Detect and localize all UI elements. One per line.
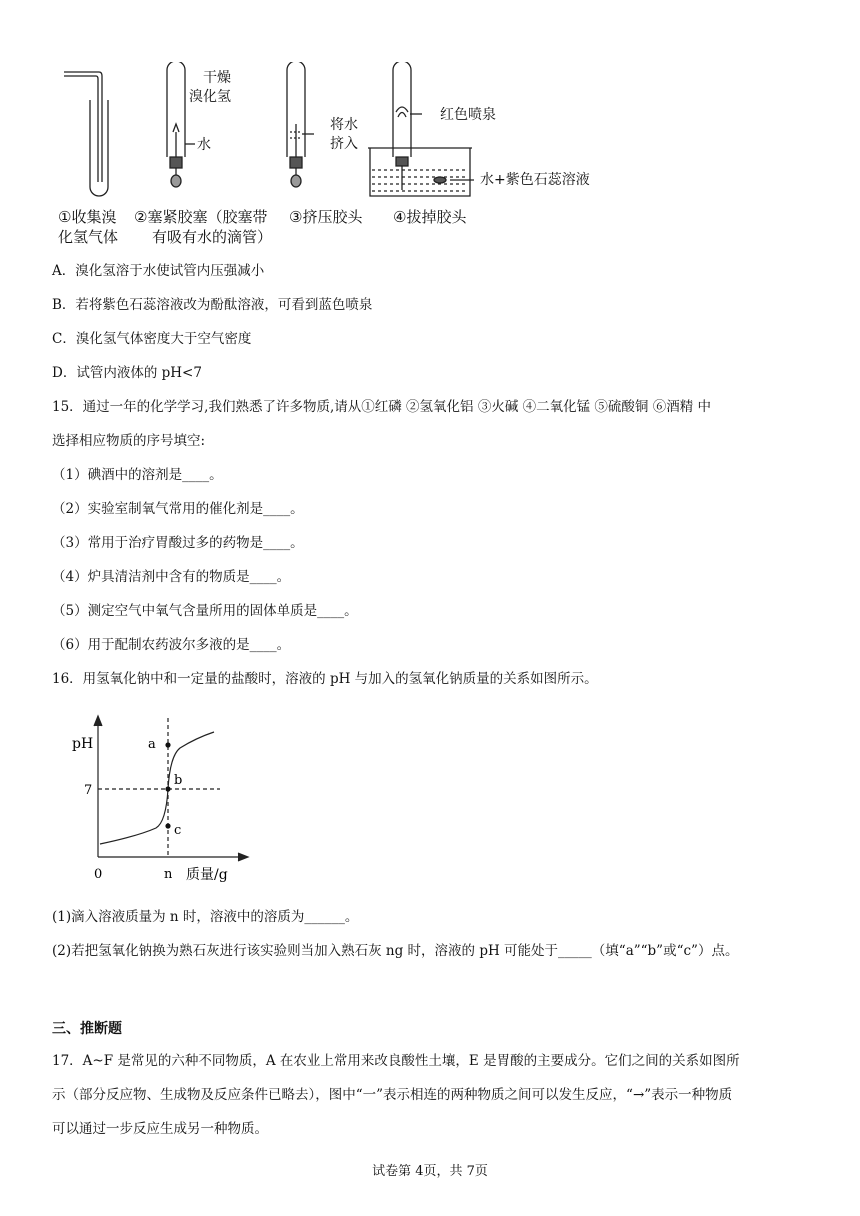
test-tube-1 — [90, 100, 108, 196]
label-water-litmus: 水+紫色石蕊溶液 — [480, 172, 590, 188]
x-tick-n: n — [164, 867, 173, 882]
y-tick-7: 7 — [84, 783, 93, 798]
y-axis-label: pH — [72, 736, 94, 752]
q15-item-4: （4）炉具清洁剂中含有的物质是____。 — [52, 569, 291, 585]
label-dry-hbr-1: 干燥 — [203, 70, 231, 86]
q17-line2: 示（部分反应物、生成物及反应条件已略去），图中“一”表示相连的两种物质之间可以发生反应，“→”表示一种物质 — [52, 1087, 733, 1103]
point-b — [165, 786, 170, 791]
q16-sub1: (1)滴入溶液质量为 n 时，溶液中的溶质为______。 — [52, 909, 359, 925]
section-title-inference: 三、推断题 — [52, 1021, 122, 1037]
q15-item-6: （6）用于配制农药波尔多液的是____。 — [52, 637, 291, 653]
q14-option-d: D．试管内液体的 pH<7 — [52, 365, 202, 381]
point-b-label: b — [174, 773, 183, 788]
point-c-label: c — [174, 823, 182, 838]
q15-item-2: （2）实验室制氧气常用的催化剂是____。 — [52, 501, 304, 517]
page-footer: 试卷第 4页，共 7页 — [372, 1164, 488, 1179]
q16-sub2: (2)若把氢氧化钠换为熟石灰进行该实验则当加入熟石灰 ng 时，溶液的 pH 可能处于_____（填“a”“b”或“c”）点。 — [52, 943, 739, 959]
test-tube-4 — [393, 62, 411, 157]
delivery-tube — [64, 72, 102, 182]
q14-option-c: C．溴化氢气体密度大于空气密度 — [52, 331, 252, 347]
point-a — [165, 742, 170, 747]
caption-1-line2: 化氢气体 — [58, 228, 119, 246]
q14-option-a: A．溴化氢溶于水使试管内压强减小 — [52, 263, 265, 279]
x-axis-arrow — [238, 853, 248, 861]
q15-item-3: （3）常用于治疗胃酸过多的药物是____。 — [52, 535, 304, 551]
q14-option-b: B．若将紫色石蕊溶液改为酚酞溶液，可看到蓝色喷泉 — [52, 297, 373, 313]
origin-label: 0 — [94, 867, 103, 882]
label-squeeze-2: 挤入 — [330, 136, 358, 152]
y-axis-arrow — [94, 716, 102, 726]
q17-line3: 可以通过一步反应生成另一种物质。 — [52, 1121, 268, 1137]
label-water: 水 — [197, 137, 211, 153]
q15-item-5: （5）测定空气中氧气含量所用的固体单质是____。 — [52, 603, 358, 619]
ph-graph — [68, 712, 258, 890]
caption-2-line1: ②塞紧胶塞（胶塞带 — [134, 208, 268, 226]
point-a-label: a — [148, 737, 156, 752]
q15-item-1: （1）碘酒中的溶剂是____。 — [52, 467, 223, 483]
q15-stem-line1: 15．通过一年的化学学习,我们熟悉了许多物质,请从①红磷 ②氢氧化铝 ③火碱 ④二氧化锰 ⑤硫酸铜 ⑥酒精 中 — [52, 399, 712, 415]
trough — [368, 148, 472, 196]
label-dry-hbr-2: 溴化氢 — [189, 89, 231, 105]
caption-4: ④拔掉胶头 — [393, 208, 467, 226]
x-axis-label: 质量/g — [186, 867, 228, 883]
caption-3: ③挤压胶头 — [289, 208, 363, 226]
label-red-fountain: 红色喷泉 — [440, 107, 496, 123]
ph-curve — [100, 732, 214, 844]
caption-2-line2: 有吸有水的滴管） — [152, 228, 273, 246]
q16-stem: 16．用氢氧化钠中和一定量的盐酸时，溶液的 pH 与加入的氢氧化钠质量的关系如图所示。 — [52, 671, 598, 687]
caption-1-line1: ①收集溴 — [58, 208, 117, 226]
point-c — [165, 823, 170, 828]
q17-line1: 17．A~F 是常见的六种不同物质，A 在农业上常用来改良酸性土壤，E 是胃酸的主要成分。它们之间的关系如图所 — [52, 1053, 740, 1069]
label-squeeze-1: 将水 — [330, 117, 358, 133]
q15-stem-line2: 选择相应物质的序号填空: — [52, 433, 206, 449]
